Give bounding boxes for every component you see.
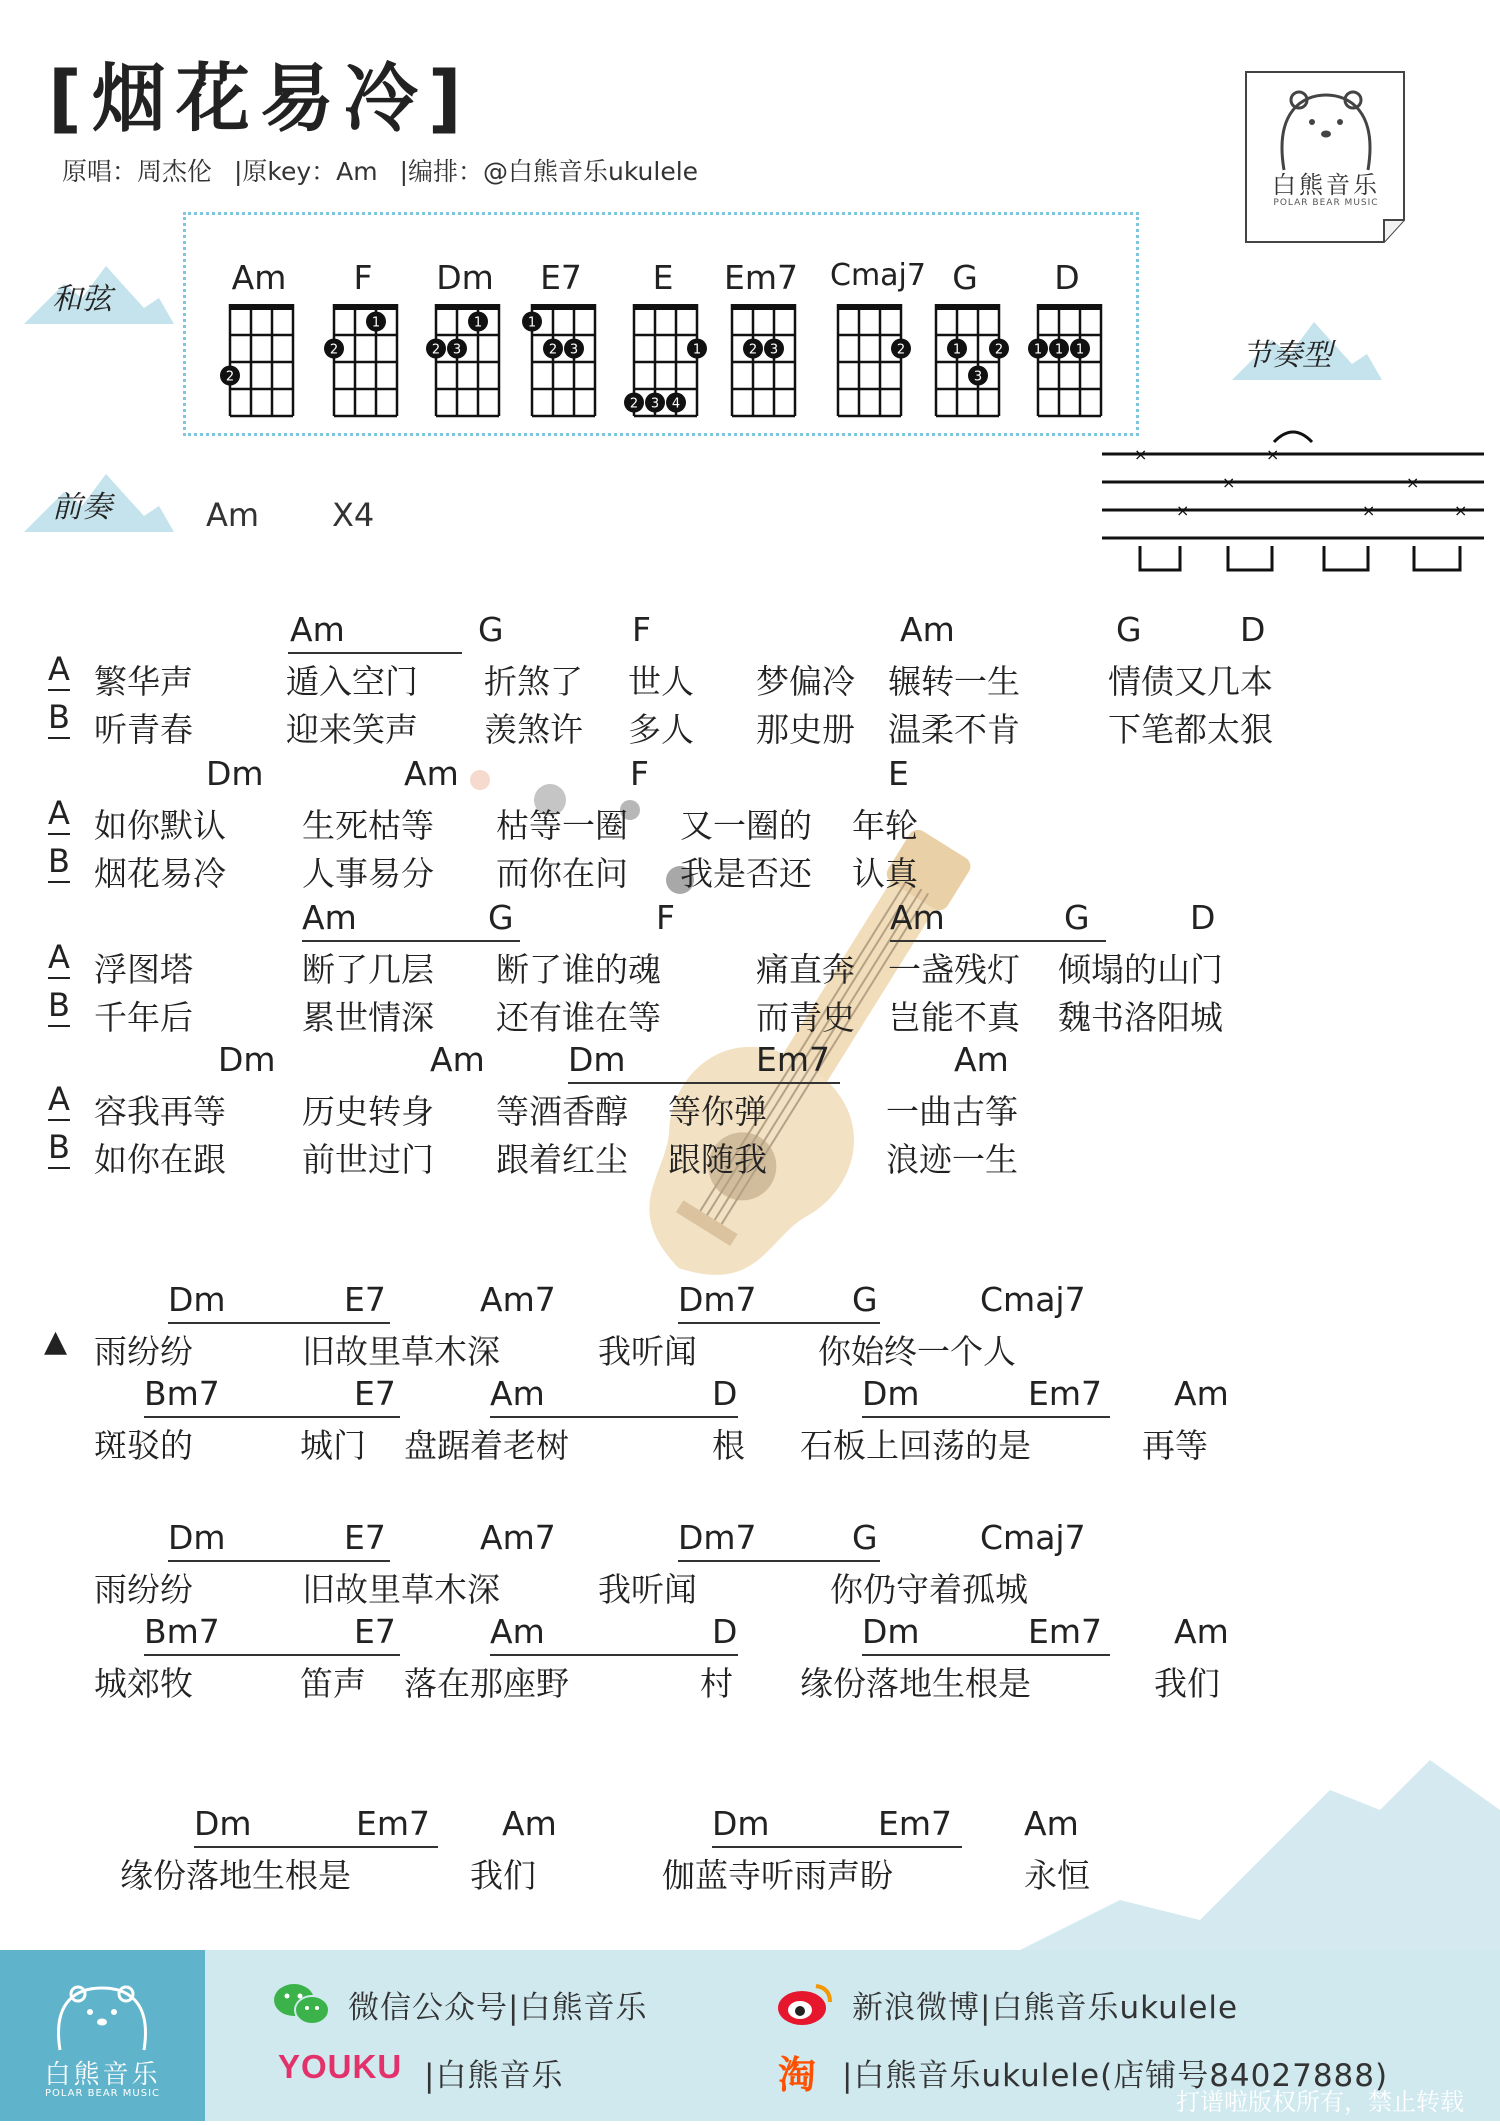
lyric-b: 温柔不肯 [888,710,1020,749]
chord-underline [490,1654,738,1656]
lyric-b: 下笔都太狠 [1108,710,1273,749]
section-a-label: A [48,794,70,832]
chorus-chord: Em7 [1028,1612,1102,1651]
svg-text:1: 1 [1075,342,1085,358]
outro-chord: Em7 [878,1804,952,1843]
svg-text:2: 2 [431,342,441,358]
chorus-chord: Bm7 [144,1612,220,1651]
svg-text:1: 1 [692,342,702,358]
chorus-chord: Am7 [480,1280,556,1319]
verse-chord: G [1116,610,1142,649]
fretboard-icon [928,304,1002,434]
lyric-a: 倾塌的山门 [1058,950,1223,989]
chord-diagram-name: D [1054,258,1080,297]
svg-text:3: 3 [650,396,660,412]
section-a-label: A [48,938,70,976]
song-meta [62,152,712,188]
verse-chord: Am [302,898,357,937]
chord-diagram-name: E [652,258,674,297]
svg-text:2: 2 [329,342,339,358]
outro-lyric: 永恒 [1024,1856,1090,1895]
lyric-b: 我是否还 [680,854,812,893]
chorus-chord: Am [490,1612,545,1651]
verse-chord: D [1240,610,1266,649]
chorus-lyric: 你仍守着孤城 [830,1570,1028,1609]
chorus-chord: Am [490,1374,545,1413]
verse-chord: Em7 [756,1040,830,1079]
chord-diagram-name: E7 [540,258,582,297]
lyric-b: 而你在问 [496,854,628,893]
chord-underline [890,940,1106,942]
chord-diagram-name: Cmaj7 [830,258,926,293]
chord-underline [168,1322,390,1324]
svg-text:×: × [1266,445,1280,464]
chorus-lyric: 斑驳的 [94,1426,193,1465]
lyric-a: 如你默认 [94,806,226,845]
chorus-chord: E7 [344,1518,386,1557]
svg-text:×: × [1454,501,1468,520]
svg-text:2: 2 [994,342,1004,358]
chorus-lyric: 再等 [1142,1426,1208,1465]
chords-section-label: 和弦 [52,282,112,317]
chorus-chord: Am7 [480,1518,556,1557]
chorus-lyric: 我听闻 [598,1332,697,1371]
intro-section-tag [24,470,174,532]
verse-chord: Am [890,898,945,937]
weibo-link[interactable]: 新浪微博|白熊音乐ukulele [852,1990,1239,2026]
footer-brand-name: 白熊音乐 [44,2060,161,2090]
chord-underline [712,1846,962,1848]
footer-logo [0,1950,205,2121]
wechat-link[interactable]: 微信公众号|白熊音乐 [348,1990,648,2026]
chorus-chord: Bm7 [144,1374,220,1413]
chord-underline [144,1654,400,1656]
lyric-a: 浮图塔 [94,950,193,989]
lyric-b: 累世情深 [302,998,434,1037]
lyric-a: 容我再等 [94,1092,226,1131]
chord-underline [678,1322,880,1324]
lyric-b: 羡煞许 [484,710,583,749]
verse-chord: Am [404,754,459,793]
key-info: |原key：Am [233,157,378,186]
outro-lyric: 伽蓝寺听雨声盼 [662,1856,893,1895]
svg-text:1: 1 [371,315,381,331]
chords-section-tag [24,262,174,324]
svg-text:1: 1 [527,315,537,331]
verse-chord: Dm [206,754,264,793]
verse-chord: Am [430,1040,485,1079]
chorus-chord: Dm [862,1612,920,1651]
chorus-lyric: 我听闻 [598,1570,697,1609]
lyric-b: 岂能不真 [888,998,1020,1037]
lyric-a: 一盏残灯 [888,950,1020,989]
verse-chord: Dm [218,1040,276,1079]
chorus-chord: Cmaj7 [980,1280,1086,1319]
svg-text:1: 1 [952,342,962,358]
wechat-icon [272,1980,332,2028]
taobao-logo: 淘 [778,2053,817,2097]
lyric-a: 断了几层 [302,950,434,989]
lyric-a: 情债又几本 [1108,662,1273,701]
lyric-b: 听青春 [94,710,193,749]
chorus-chord: G [852,1280,878,1319]
chord-underline [302,940,520,942]
chorus-chord: Cmaj7 [980,1518,1086,1557]
verse-chord: D [1190,898,1216,937]
chord-underline [194,1846,438,1848]
outro-chord: Am [1024,1804,1079,1843]
chord-underline [862,1654,1110,1656]
svg-text:×: × [1362,501,1376,520]
verse-chord: Dm [568,1040,626,1079]
svg-text:3: 3 [769,342,779,358]
chorus-chord: Em7 [1028,1374,1102,1413]
rhythm-section-label: 节奏型 [1242,338,1332,373]
lyric-a: 等酒香醇 [496,1092,628,1131]
fretboard-icon [724,304,798,434]
chorus-lyric: 我们 [1154,1664,1220,1703]
section-a-label: A [48,1080,70,1118]
lyric-a: 生死枯等 [302,806,434,845]
chorus-lyric: 你始终一个人 [818,1332,1016,1371]
chord-diagram-name: Em7 [724,258,798,297]
chorus-lyric: 石板上回荡的是 [800,1426,1031,1465]
intro-repeat: X4 [332,496,375,534]
lyric-a: 枯等一圈 [496,806,628,845]
fretboard-icon [326,304,400,434]
chord-diagram-name: Dm [436,258,494,297]
verse-chord: F [632,610,651,649]
chorus-chord: Dm [168,1518,226,1557]
chorus-chord: Dm7 [678,1518,757,1557]
lyric-b: 魏书洛阳城 [1058,998,1223,1037]
lyric-b: 千年后 [94,998,193,1037]
chorus-chord: E7 [344,1280,386,1319]
lyric-b: 跟着红尘 [496,1140,628,1179]
arranger-info: |编排：@白熊音乐ukulele [399,157,699,186]
chorus-chord: D [712,1374,738,1413]
verse-chord: Am [900,610,955,649]
lyric-b: 烟花易冷 [94,854,226,893]
verse-chord: Am [954,1040,1009,1079]
chorus-lyric: 落在那座野 [404,1664,569,1703]
chord-underline [568,1082,840,1084]
svg-text:3: 3 [973,369,983,385]
youku-link[interactable]: |白熊音乐 [424,2058,564,2094]
section-b-label: B [48,1128,70,1166]
rhythm-staff-icon [1098,418,1498,583]
lyric-a: 痛直奔 [756,950,855,989]
fretboard-icon [1030,304,1104,434]
verse-chord: E [888,754,909,793]
outro-chord: Dm [712,1804,770,1843]
fretboard-icon [626,304,700,434]
chorus-lyric: 旧故里草木深 [302,1570,500,1609]
mountain-decoration-icon [1000,1750,1500,1960]
lyric-a: 折煞了 [484,662,583,701]
lyric-a: 断了谁的魂 [496,950,661,989]
chorus-lyric: 村 [700,1664,733,1703]
chorus-lyric: 城郊牧 [94,1664,193,1703]
intro-section-label: 前奏 [52,490,112,525]
taobao-link[interactable]: |白熊音乐ukulele(店铺号84027888) [842,2058,1389,2094]
chord-underline [678,1560,880,1562]
svg-text:2: 2 [896,342,906,358]
outro-lyric: 我们 [470,1856,536,1895]
lyric-a: 历史转身 [302,1092,434,1131]
svg-text:×: × [1222,473,1236,492]
weibo-icon [776,1978,836,2028]
svg-text:2: 2 [548,342,558,358]
chorus-chord: G [852,1518,878,1557]
outro-chord: Am [502,1804,557,1843]
svg-text:3: 3 [569,342,579,358]
mountain-decoration [1000,1750,1500,1964]
brand-name: 白熊音乐 [1272,171,1380,199]
verse-chord: Am [290,610,345,649]
verse-chord: G [478,610,504,649]
chorus-chord: Dm [862,1374,920,1413]
lyric-a: 等你弹 [668,1092,767,1131]
svg-text:1: 1 [473,315,483,331]
lyric-b: 如你在跟 [94,1140,226,1179]
lyric-a: 一曲古筝 [886,1092,1018,1131]
chorus-lyric: 旧故里草木深 [302,1332,500,1371]
lyric-b: 而青史 [756,998,855,1037]
chorus-lyric: 盘踞着老树 [404,1426,569,1465]
lyric-a: 年轮 [852,806,918,845]
lyric-b: 人事易分 [302,854,434,893]
fretboard-icon [524,304,598,434]
outro-chord: Dm [194,1804,252,1843]
lyric-a: 又一圈的 [680,806,812,845]
section-b-label: B [48,698,70,736]
fretboard-icon [830,304,904,434]
chord-underline [144,1416,400,1418]
chorus-lyric: 缘份落地生根是 [800,1664,1031,1703]
svg-text:2: 2 [629,396,639,412]
brand-logo [1244,70,1408,245]
outro-lyric: 缘份落地生根是 [120,1856,351,1895]
chorus-chord: Dm7 [678,1280,757,1319]
chord-underline [862,1416,1110,1418]
chorus-chord: D [712,1612,738,1651]
chord-diagram-name: G [952,258,978,297]
fretboard-icon [222,304,296,434]
polar-bear-logo-icon [1244,70,1408,245]
verse-chord: G [1064,898,1090,937]
lyric-a: 辗转一生 [888,662,1020,701]
chorus-chord: Dm [168,1280,226,1319]
chorus-chord: E7 [354,1374,396,1413]
song-title: [烟花易冷] [48,56,472,142]
svg-text:1: 1 [1033,342,1043,358]
svg-text:×: × [1406,473,1420,492]
lyric-b: 那史册 [756,710,855,749]
rhythm-pattern [1098,418,1498,587]
verse-chord: F [656,898,675,937]
svg-text:1: 1 [1054,342,1064,358]
lyric-a: 梦偏冷 [756,662,855,701]
lyric-b: 跟随我 [668,1140,767,1179]
outro-chord: Em7 [356,1804,430,1843]
section-a-label: A [48,650,70,688]
section-b-label: B [48,986,70,1024]
chorus-chord: Am [1174,1374,1229,1413]
chorus-lyric: 雨纷纷 [94,1332,193,1371]
lyric-b: 迎来笑声 [286,710,418,749]
svg-text:×: × [1176,501,1190,520]
section-b-label: B [48,842,70,880]
chord-diagram-name: Am [231,258,287,297]
chorus-lyric: 城门 [300,1426,366,1465]
chord-diagram-name: F [353,258,373,297]
svg-text:3: 3 [452,342,462,358]
lyric-b: 前世过门 [302,1140,434,1179]
youku-logo: YOUKU [278,2048,403,2085]
chorus-chord: Am [1174,1612,1229,1651]
verse-chord: G [488,898,514,937]
svg-text:2: 2 [748,342,758,358]
lyric-a: 世人 [628,662,694,701]
chord-underline [168,1560,390,1562]
chord-underline [288,652,462,654]
chorus-lyric: 雨纷纷 [94,1570,193,1609]
chorus-chord: E7 [354,1612,396,1651]
intro-chord: Am [206,496,260,534]
lyric-b: 还有谁在等 [496,998,661,1037]
chorus-lyric: 根 [712,1426,745,1465]
chorus-lyric: 笛声 [300,1664,366,1703]
verse-chord: F [630,754,649,793]
svg-text:×: × [1134,445,1148,464]
brand-name-en: POLAR BEAR MUSIC [1273,198,1379,208]
svg-text:2: 2 [225,369,235,385]
lyric-a: 遁入空门 [286,662,418,701]
footer-brand-name-en: POLAR BEAR MUSIC [44,2088,161,2099]
chorus-marker: ▲ [44,1324,68,1359]
svg-text:4: 4 [671,396,681,412]
lyric-a: 繁华声 [94,662,193,701]
rhythm-section-tag [1232,318,1382,380]
lyric-b: 认真 [852,854,918,893]
lyric-b: 浪迹一生 [886,1140,1018,1179]
fretboard-icon [428,304,502,434]
lyric-b: 多人 [628,710,694,749]
copyright-notice: 打谱啦版权所有，禁止转载 [1176,2088,1464,2116]
chord-underline [490,1416,738,1418]
singer-info: 原唱：周杰伦 [62,157,213,186]
